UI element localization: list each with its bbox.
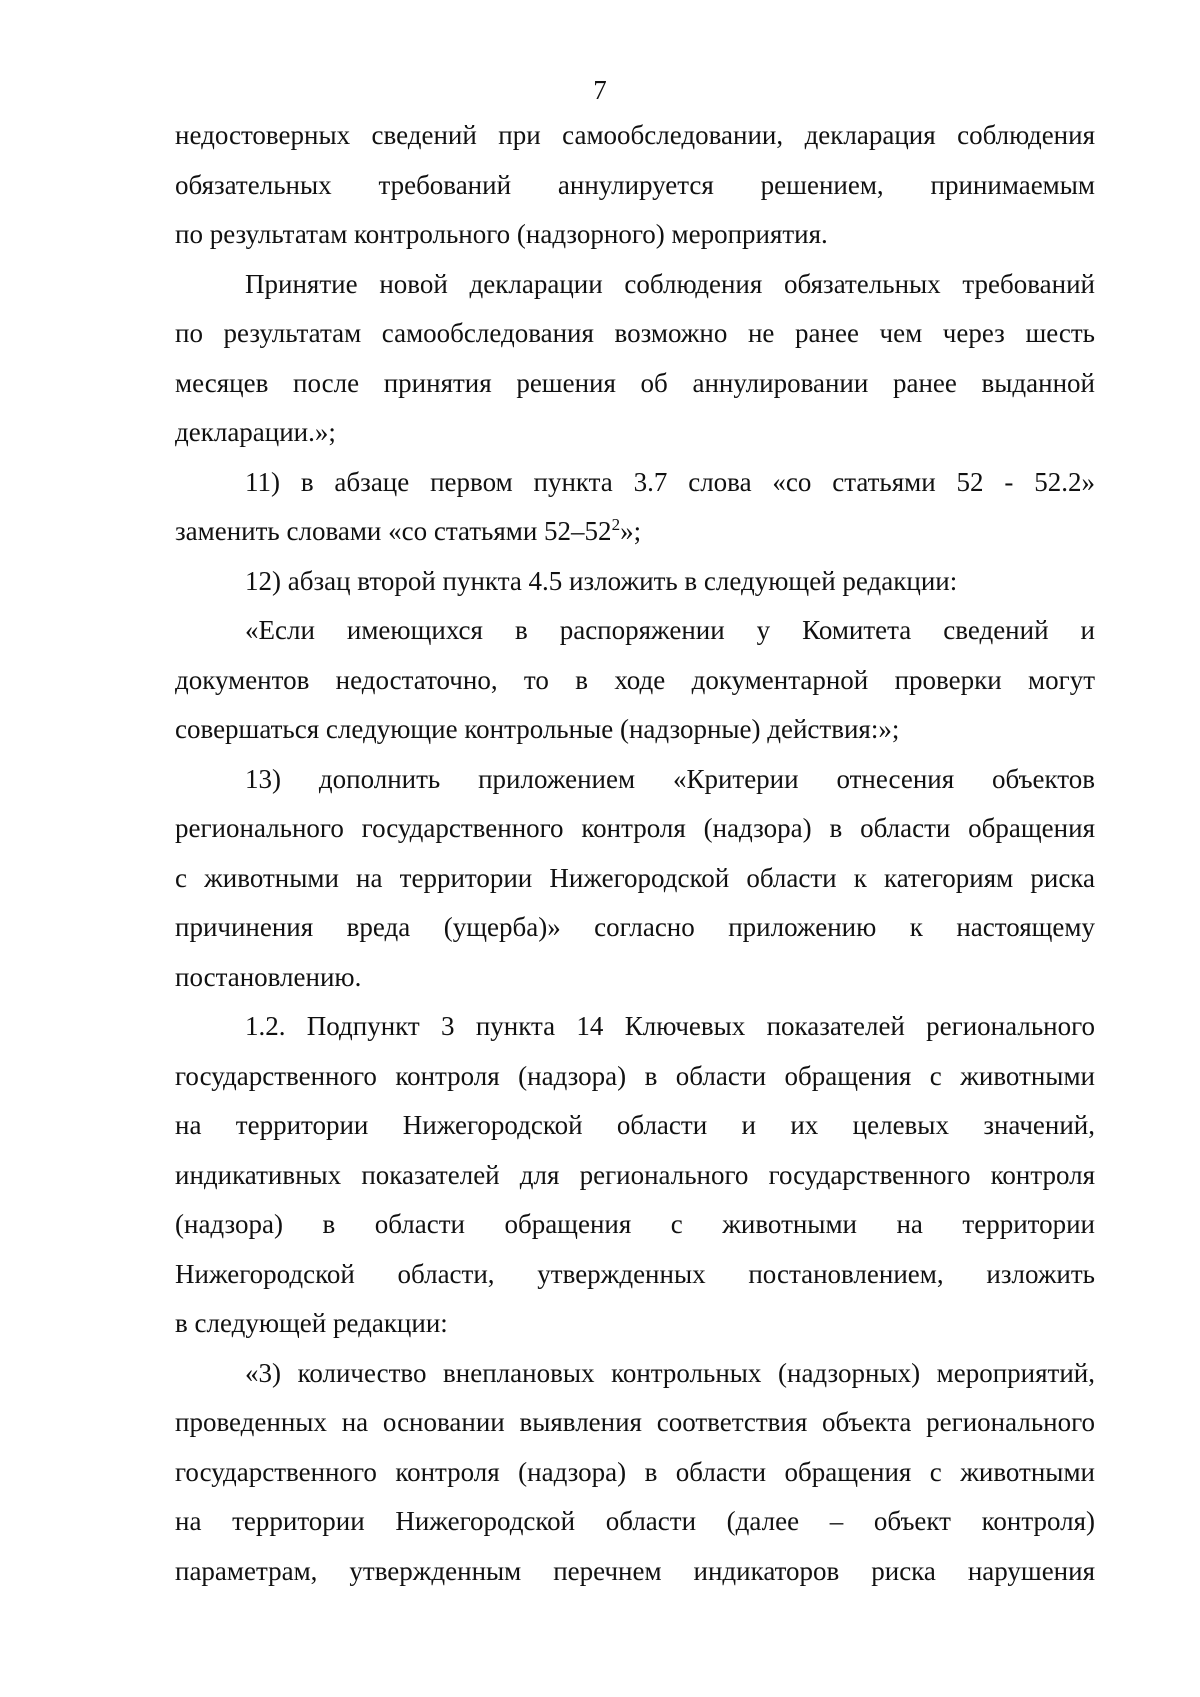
text-line: 13) дополнить приложением «Критерии отнесения объектов	[245, 763, 1095, 794]
text-line: декларации.»;	[175, 417, 336, 447]
text-line: с животными на территории Нижегородской области к категориям риска	[175, 862, 1095, 893]
page-number: 7	[593, 75, 607, 105]
text-line: Принятие новой декларации соблюдения обязательных требований	[245, 268, 1095, 299]
paragraph-new-declaration	[175, 260, 1095, 458]
text-line: регионального государственного контроля (надзора) в области обращения	[175, 813, 1095, 843]
text-line: месяцев после принятия решения об аннулировании ранее выданной	[175, 367, 1095, 398]
text-line: индикативных показателей для регионального государственного контроля	[175, 1159, 1095, 1190]
text-line: 12) абзац второй пункта 4.5 изложить в следующей редакции:	[245, 565, 958, 596]
text-line: 11) в абзаце первом пункта 3.7 слова «со статьями 52 - 52.2»	[245, 466, 1095, 497]
text-line: по результатам самообследования возможно не ранее чем через шесть	[175, 318, 1095, 348]
paragraph-declaration-cancelled	[175, 111, 1095, 260]
text-line: причинения вреда (ущерба)» согласно приложению к настоящему	[175, 912, 1095, 942]
text-line: на территории Нижегородской области (далее – объект контроля)	[175, 1506, 1095, 1536]
paragraph-quote-if	[175, 606, 1095, 755]
text-line-with-superscript	[175, 507, 1095, 557]
text-line: недостоверных сведений при самообследовании, декларация соблюдения	[175, 120, 1095, 150]
paragraph-1-2	[175, 1002, 1095, 1349]
paragraph-item-11	[175, 458, 1095, 557]
text-fragment: »;	[620, 516, 642, 546]
superscript: 2	[611, 515, 621, 534]
text-line: постановлению.	[175, 961, 362, 992]
text-line: на территории Нижегородской области и их целевых значений,	[175, 1110, 1095, 1140]
paragraph-quote-3	[175, 1349, 1095, 1597]
text-line: проведенных на основании выявления соответствия объекта регионального	[175, 1407, 1095, 1437]
text-line: 1.2. Подпункт 3 пункта 14 Ключевых показателей регионального	[245, 1011, 1095, 1041]
paragraph-item-13	[175, 755, 1095, 1003]
text-line: Нижегородской области, утвержденных постановлением, изложить	[175, 1258, 1095, 1289]
text-line: совершаться следующие контрольные (надзорные) действия:»;	[175, 714, 900, 744]
text-line: (надзора) в области обращения с животными на территории	[175, 1209, 1095, 1239]
text-line: документов недостаточно, то в ходе документарной проверки могут	[175, 664, 1095, 695]
text-fragment: заменить словами «со статьями 52–52	[175, 516, 612, 546]
text-line: «Если имеющихся в распоряжении у Комитета сведений и	[245, 615, 1095, 645]
document-body	[175, 111, 1095, 1596]
text-line: в следующей редакции:	[175, 1308, 448, 1338]
text-line: «3) количество внеплановых контрольных (надзорных) мероприятий,	[245, 1357, 1095, 1388]
text-line: параметрам, утвержденным перечнем индикаторов риска нарушения	[175, 1555, 1095, 1586]
paragraph-item-12	[175, 557, 1095, 607]
text-line: обязательных требований аннулируется решением, принимаемым	[175, 169, 1095, 200]
text-line: по результатам контрольного (надзорного) мероприятия.	[175, 219, 828, 249]
text-line: государственного контроля (надзора) в области обращения с животными	[175, 1060, 1095, 1091]
text-line: государственного контроля (надзора) в области обращения с животными	[175, 1456, 1095, 1487]
